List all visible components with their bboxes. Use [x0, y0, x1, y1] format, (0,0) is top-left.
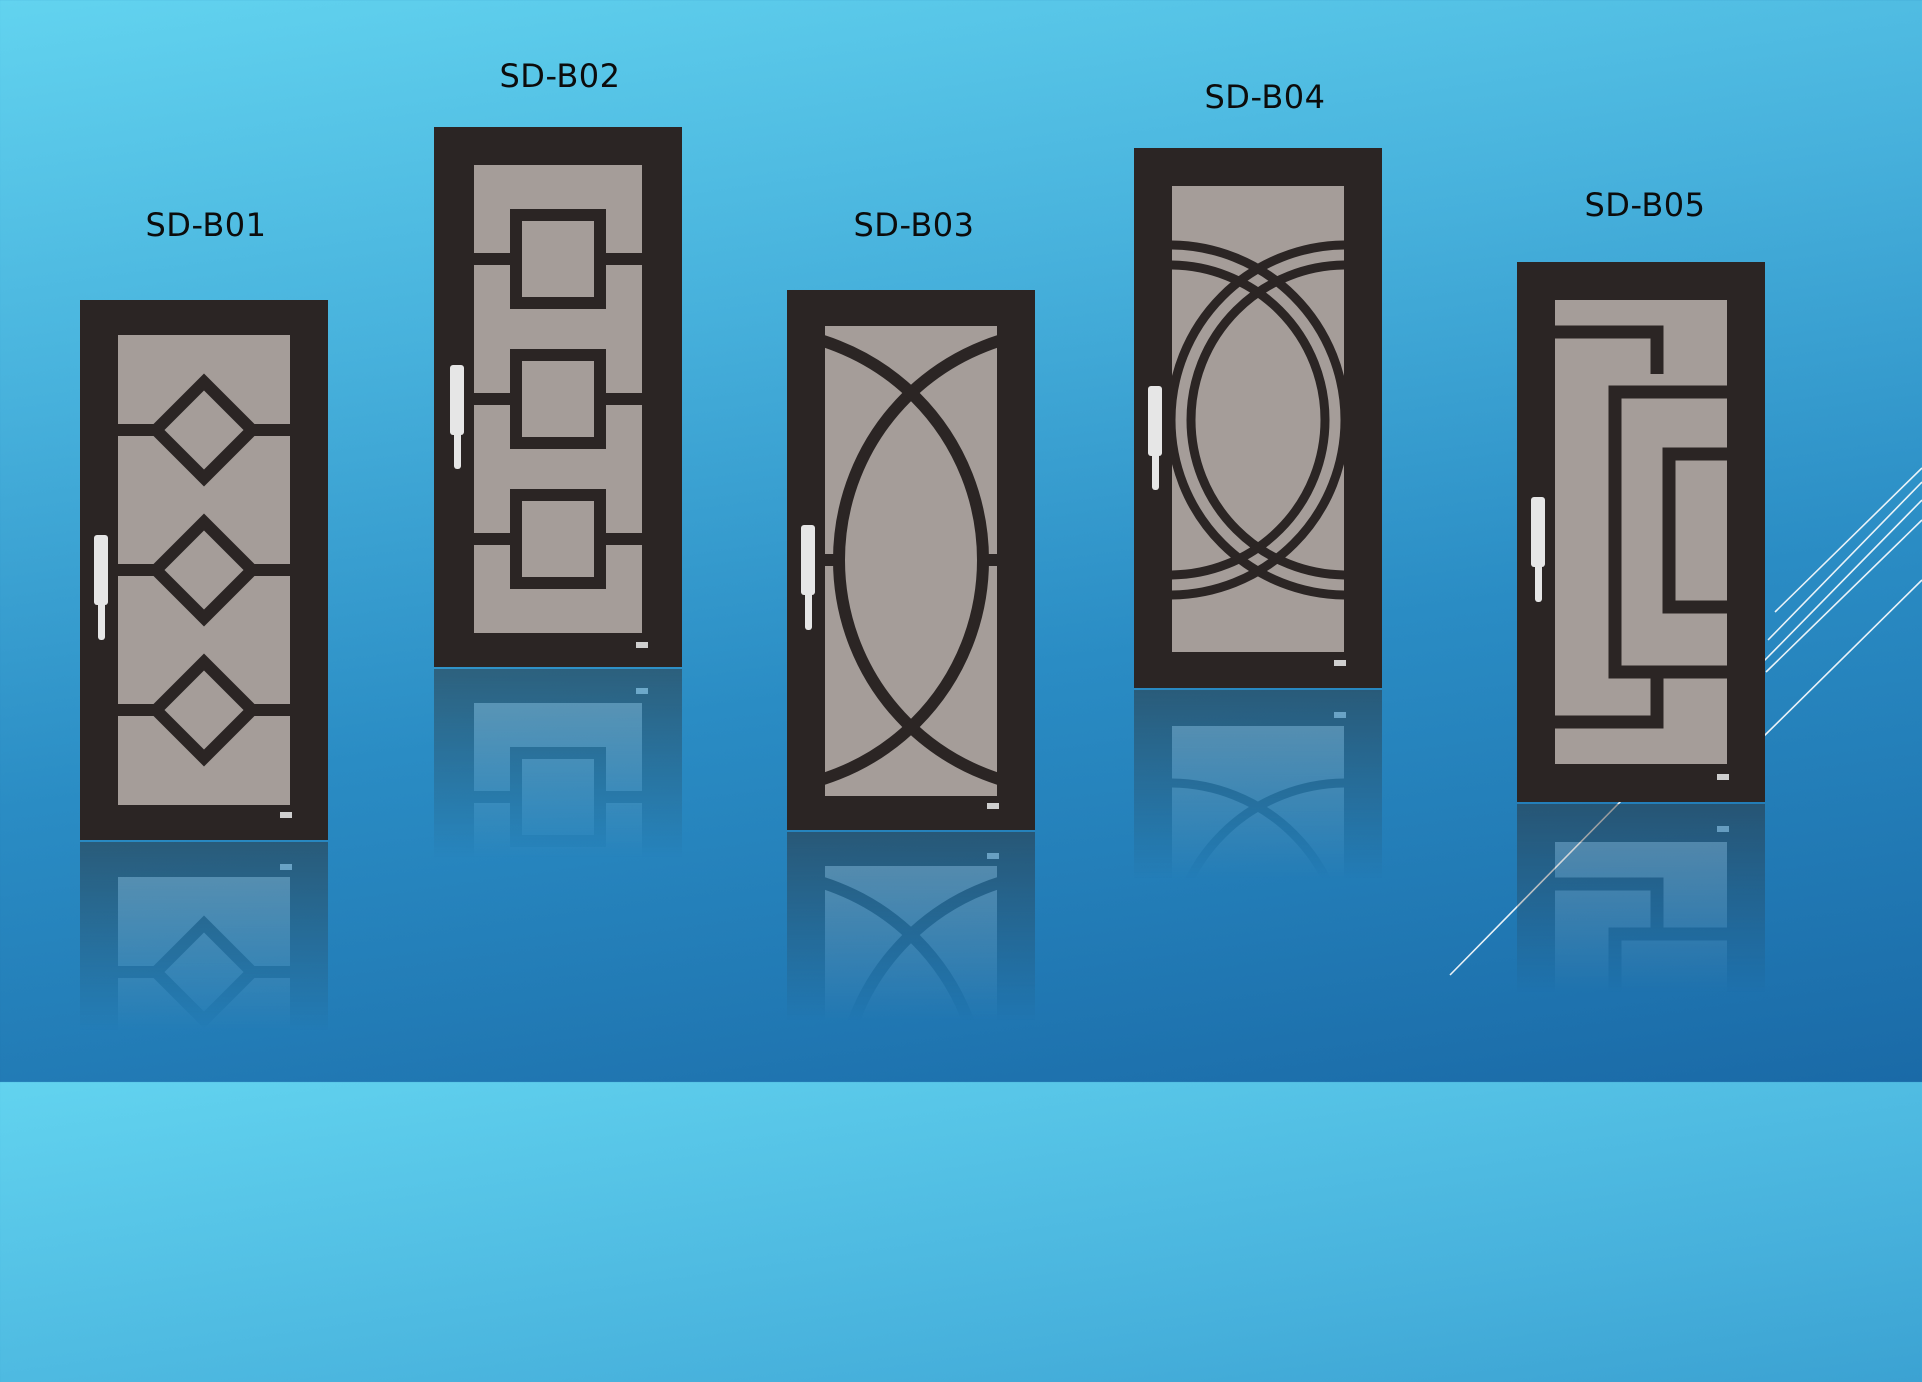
door-reflection-sd-b04	[1134, 690, 1382, 1230]
door-reflection-sd-b01	[80, 842, 328, 1382]
door-sd-b05	[1517, 262, 1765, 802]
door-reflection-sd-b02	[434, 669, 682, 1209]
door-sd-b01	[80, 300, 328, 840]
door-label-sd-b02: SD-B02	[499, 57, 621, 95]
door-label-sd-b05: SD-B05	[1584, 186, 1706, 224]
door-sd-b03	[787, 290, 1035, 830]
door-label-sd-b04: SD-B04	[1204, 78, 1326, 116]
door-reflection-sd-b03	[787, 832, 1035, 1372]
door-reflection-sd-b05	[1517, 804, 1765, 1344]
door-label-sd-b01: SD-B01	[145, 206, 267, 244]
door-sd-b04	[1134, 148, 1382, 688]
door-sd-b02	[434, 127, 682, 667]
door-label-sd-b03: SD-B03	[853, 206, 975, 244]
